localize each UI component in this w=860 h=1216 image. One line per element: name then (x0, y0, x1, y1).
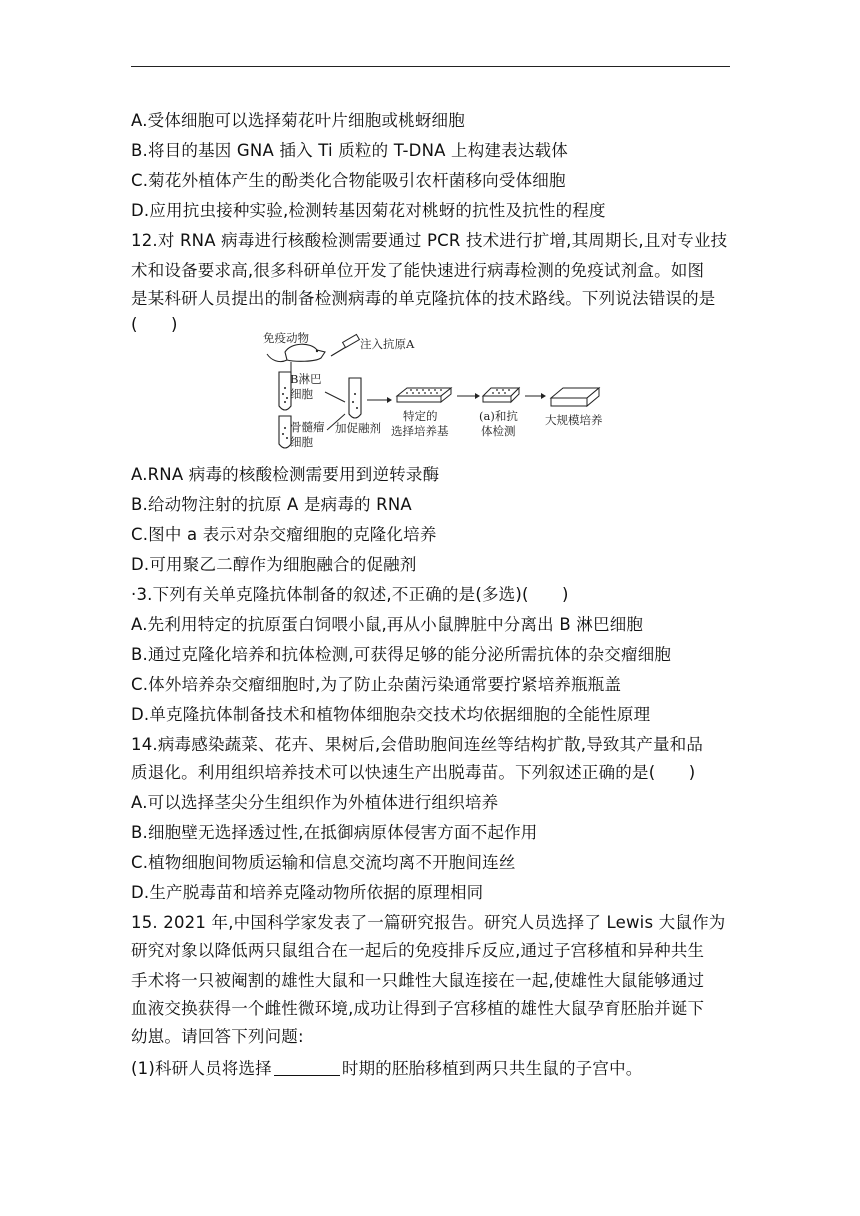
option-11a: A.受体细胞可以选择菊花叶片细胞或桃蚜细胞 (131, 111, 465, 130)
option-12d: D.可用聚乙二醇作为细胞融合的促融剂 (131, 555, 417, 574)
detection-plate-icon (483, 388, 519, 402)
label-myeloma-2: 细胞 (290, 435, 313, 449)
option-14d: D.生产脱毒苗和培养克隆动物所依据的原理相同 (131, 883, 484, 902)
culture-tray-icon (551, 388, 599, 406)
question-15-line-4: 血液交换获得一个雌性微环境,成功让得到子宫移植的雄性大鼠孕育胚胎并诞下 (131, 999, 705, 1018)
option-12c: C.图中 a 表示对杂交瘤细胞的克隆化培养 (131, 525, 437, 544)
question-15-line-5: 幼崽。请回答下列问题: (131, 1027, 304, 1046)
question-12-line-2: 术和设备要求高,很多科研单位开发了能快速进行病毒检测的免疫试剂盒。如图 (131, 261, 705, 280)
arrow-b-cell-to-fusion (325, 392, 345, 402)
question-15-part-1 (131, 1058, 642, 1080)
option-14b: B.细胞壁无选择透过性,在抵御病原体侵害方面不起作用 (131, 823, 538, 842)
question-15-line-1: 15. 2021 年,中国科学家发表了一篇研究报告。研究人员选择了 Lewis 大鼠作为 (131, 913, 726, 932)
option-13c: C.体外培养杂交瘤细胞时,为了防止杂菌污染通常要拧紧培养瓶瓶盖 (131, 675, 622, 694)
option-11d: D.应用抗虫接种实验,检测转基因菊花对桃蚜的抗性及抗性的程度 (131, 201, 606, 220)
fusion-tube-icon (349, 378, 361, 418)
label-selection-1: 特定的 (403, 409, 438, 423)
option-11c: C.菊花外植体产生的酚类化合物能吸引农杆菌移向受体细胞 (131, 171, 566, 190)
option-14a: A.可以选择茎尖分生组织作为外植体进行组织培养 (131, 793, 499, 812)
part-1-suffix: 时期的胚胎移植到两只共生鼠的子宫中。 (341, 1059, 643, 1078)
option-11b: B.将目的基因 GNA 插入 Ti 质粒的 T-DNA 上构建表达载体 (131, 141, 568, 160)
part-1-prefix: (1)科研人员将选择 (131, 1059, 272, 1078)
label-selection-2: 选择培养基 (391, 424, 449, 438)
option-13a: A.先利用特定的抗原蛋白饲喂小鼠,再从小鼠脾脏中分离出 B 淋巴细胞 (131, 615, 644, 634)
label-detection-2: 体检测 (481, 424, 516, 438)
question-13: ·3.下列有关单克隆抗体制备的叙述,不正确的是(多选)( ) (131, 585, 569, 604)
option-13d: D.单克隆抗体制备技术和植物体细胞杂交技术均依据细胞的全能性原理 (131, 705, 651, 724)
question-15-line-3: 手术将一只被阉割的雄性大鼠和一只雌性大鼠连接在一起,使雄性大鼠能够通过 (131, 971, 705, 990)
monoclonal-antibody-diagram (255, 330, 615, 450)
label-detection-1: (a)和抗 (479, 409, 518, 423)
question-12-line-1: 12.对 RNA 病毒进行核酸检测需要通过 PCR 技术进行扩增,其周期长,且对专业技 (131, 231, 728, 250)
label-large-scale: 大规模培养 (545, 413, 603, 427)
option-14c: C.植物细胞间物质运输和信息交流均离不开胞间连丝 (131, 853, 516, 872)
question-15-line-2: 研究对象以降低两只鼠组合在一起后的免疫排斥反应,通过子宫移植和异种共生 (131, 941, 705, 960)
answer-bracket-12: ( ) (131, 315, 178, 334)
label-inject-antigen: 注入抗原A (360, 337, 415, 351)
option-13b: B.通过克隆化培养和抗体检测,可获得足够的能分泌所需抗体的杂交瘤细胞 (131, 645, 672, 664)
label-fusion-agent: 加促融剂 (335, 421, 381, 435)
answer-blank[interactable] (274, 1059, 340, 1076)
option-12a: A.RNA 病毒的核酸检测需要用到逆转录酶 (131, 465, 440, 484)
option-12b: B.给动物注射的抗原 A 是病毒的 RNA (131, 495, 412, 514)
label-b-cell-2: 细胞 (290, 387, 313, 401)
question-14-line-2: 质退化。利用组织培养技术可以快速生产出脱毒苗。下列叙述正确的是( ) (131, 763, 696, 782)
selection-plate-icon (397, 388, 451, 402)
label-b-cell-1: B淋巴 (290, 372, 322, 386)
question-12-line-3: 是某科研人员提出的制备检测病毒的单克隆抗体的技术路线。下列说法错误的是 (131, 289, 716, 308)
mouse-icon (267, 344, 325, 361)
label-immune-animal: 免疫动物 (263, 331, 309, 345)
label-myeloma-1: 骨髓瘤 (290, 420, 325, 434)
syringe-icon (331, 334, 359, 356)
question-14-line-1: 14.病毒感染蔬菜、花卉、果树后,会借助胞间连丝等结构扩散,导致其产量和品 (131, 735, 704, 754)
header-rule (131, 66, 730, 67)
